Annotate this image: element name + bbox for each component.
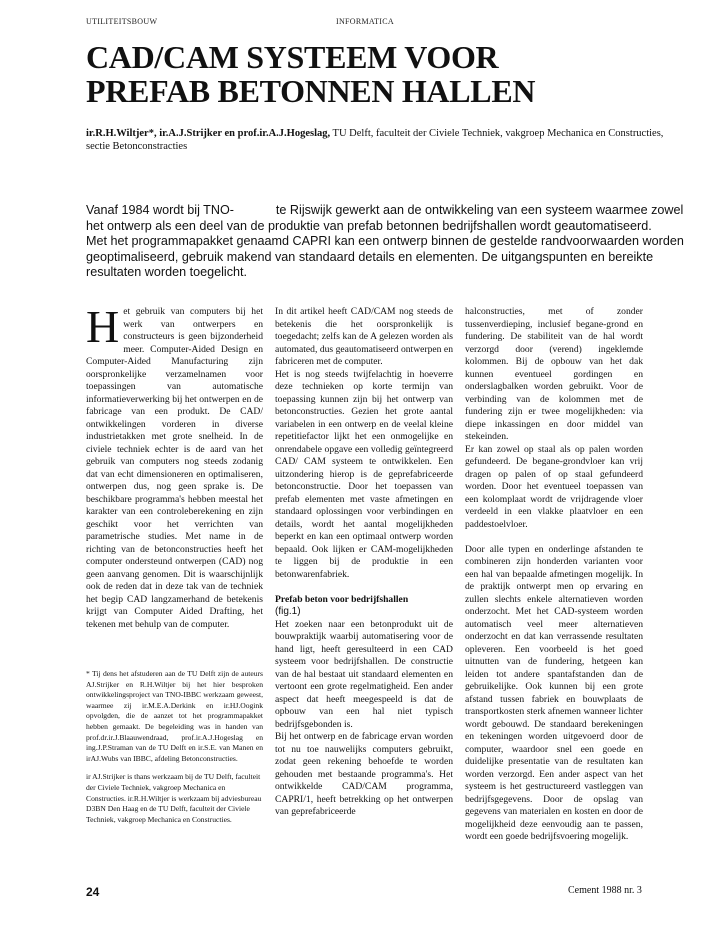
page-number: 24 — [86, 885, 100, 899]
author-names: ir.R.H.Wiltjer*, ir.A.J.Strijker en prof.ir.A.J.Hogeslag, — [86, 128, 331, 139]
drop-cap: H — [86, 301, 120, 352]
body-column-2 — [275, 306, 453, 819]
footnote-2: ir AJ.Strijker is thans werkzaam bij de TU Delft, faculteit der Civiele Techniek, vakgroep Mechanica en Constructies. ir.R.H.Wiltjer is werkzaam bij adviesbureau D3BN Den Haag en de TU Delft, faculteit der Civiele Techniek, vakgroep Mechanica en Constructies. — [86, 772, 262, 824]
col1-paragraph: et gebruik van computers bij het werk van ontwerpers en constructeurs is geen bijzonderheid meer. Computer-Aided Design en Computer-Aided Manufacturing zijn oorspronkelijke verzamelnamen voor toepassingen van automatische informatieverwerking bij het ontwerpen en de fabricage van een produkt. De CAD/ ontwikkelingen vorderen in diverse industrietakken met grote snelheid. In de civiele techniek echter is de aard van het gebruik van computers nog steeds zodanig dat van echt dimensioneren en optimaliseren, ontwerpen dus, nog geen sprake is. De beschikbare programma's hebben meestal het karakter van een controleberekening en zijn geschikt voor het verrichten van parametrische studies. Met name in de richting van de betonconstructies heeft het computer ondersteund ontwerpen (CAD) nog geen aanvang genomen. Dit is waarschijnlijk ook de reden dat in deze tak van de techniek het begip CAD langzamerhand de betekenis krijgt van Computer Aided Drafting, het tekenen met behulp van de computer. — [86, 306, 263, 630]
col3-paragraph-2: Er kan zowel op staal als op palen worden gefundeerd. De begane-grondvloer kan vrij dragen op palen of op staal gefundeerd worden. Door het eventueel toepassen van een kolomplaat wordt de vrijdragende vloer verdeeld in een vlakke plaatvloer en een paddestoelvloer. — [465, 443, 643, 530]
col2-paragraph-4: Bij het ontwerp en de fabricage ervan worden tot nu toe nauwelijks computers gebruikt, zodat geen rekening behoefde te worden gehouden met bestaande programma's. Het ontwikkelde CAD/CAM programma, CAPRI/1, heeft betrekking op het ontwerpen van geprefabriceerde — [275, 731, 453, 817]
title-line-1: CAD/CAM SYSTEEM VOOR — [86, 39, 499, 75]
journal-issue: Cement 1988 nr. 3 — [568, 885, 642, 896]
section-heading: Prefab beton voor bedrijfshallen — [275, 593, 409, 605]
col3-paragraph-1: halconstructies, met of zonder tussenverdieping, inclusief begane-grond en fundering. De stabiliteit van de hal wordt verzorgd door (verend) ingeklemde kolommen. Bij de opbouw van het dak kunnen eventueel gordingen en onderslagbalken worden gebruikt. Voor de verbinding van de kolommen met de fundering zijn er twee mogelijkheden: via diepe inkassingen en door middel van stekeinden. — [465, 306, 643, 442]
running-header-topic: INFORMATICA — [336, 17, 394, 26]
col2-paragraph-1: In dit artikel heeft CAD/CAM nog steeds de betekenis die het oorspronkelijk is toegedacht; zelfs kan de A gelezen worden als automated, dus geautomatiseerd ontwerpen en fabriceren met de computer. — [275, 306, 453, 367]
footnote-1: * Tij dens het afstuderen aan de TU Delft zijn de auteurs AJ.Strijker en R.H.Wiltjer bij het hier besproken ontwikkelingsproject van TNO-IBBC werkzaam geweest, waarmee zij ir.M.E.A.Derkink en ir.HJ.Oogink opvolgden, die de aanzet tot het programmapakket hebben gemaakt. De begeleiding was in handen van prof.dr.ir.J.Blaauwendraad, prof.ir.A.J.Hogeslag en ing.J.P.Straman van de TU Delft en ir.S.E. van Manen en irAJ.Wubs van IBBC, afdeling Betonconstructies. — [86, 669, 263, 763]
col2-paragraph-3: Het zoeken naar een betonprodukt uit de bouwpraktijk waarbij automatisering voor de hand ligt, heeft geresulteerd in een CAD systeem voor bedrijfshallen. De constructie van de hal bestaat uit standaard elementen en vertoont een grote regelmatigheid. Een ander aspect dat heeft meegespeeld is dat de opbouw van een hal niet typisch bedrijfsgebonden is. — [275, 618, 453, 730]
author-byline — [86, 127, 686, 153]
running-header-section: UTILITEITSBOUW — [86, 17, 158, 26]
col3-paragraph-3: Door alle typen en onderlinge afstanden te combineren zijn honderden varianten voor een hal van bepaalde afmetingen mogelijk. In de praktijk ontwerpt men op ervaring en zullen slechts enkele alternatieven worden onderzocht. Met het CAD-systeem worden automatisch veel meer alternatieven onderzocht en dat kan verrassende resultaten opleveren. Een voorbeeld is het goed uitnutten van de fundering, hetgeen kan leiden tot andere spantafstanden dan de gebruikelijke. Ook kunnen bij een grote afstand tussen fabriek en bouwplaats de transportkosten sterk afnemen wanneer lichter wordt gebouwd. De standaard berekeningen en tekeningen worden uitgevoerd door de computer, waardoor snel een goede en duidelijke presentatie van de resultaten kan worden verzorgd. Een ander aspect van het systeem is het gestructureerd vastleggen van bedrijfsgegevens. Door de opslag van gegevens van materialen en kosten en door de mogelijkheid deze eenvoudig aan te passen, wordt een goede bedrijfsvoering mogelijk. — [465, 543, 643, 842]
lead-paragraph — [86, 203, 686, 281]
body-column-1 — [86, 301, 263, 631]
article-title — [86, 40, 686, 108]
lead-sentence-2: Met het programmapakket genaamd CAPRI kan een ontwerp binnen de gestelde randvoorwaarden worden geoptimaliseerd, gebruik makend van standaard details en elementen. De uitgangspunten en bereikte resultaten worden toegelicht. — [86, 234, 684, 279]
author-affiliation: TU Delft, faculteit der Civiele Techniek, vakgroep Mechanica en Constructies, sectie Betonconstracties — [86, 128, 664, 152]
figure-reference: (fig.1) — [275, 606, 301, 617]
footnotes — [86, 669, 263, 833]
title-line-2: PREFAB BETONNEN HALLEN — [86, 73, 536, 109]
lead-sentence-1: Vanaf 1984 wordt bij TNO- te Rijswijk gewerkt aan de ontwikkeling van een systeem waarmee zowel het ontwerp als een deel van de produktie van prefab betonnen bedrijfshallen wordt geautomatiseerd. — [86, 203, 687, 233]
col2-paragraph-2: Het is nog steeds twijfelachtig in hoeverre deze technieken op korte termijn van toepassing kunnen zijn bij het ontwerp van betonconstructies. Gezien het grote aantal variabelen in een ontwerp en de veelal kleine repetitiefactor lijkt het een onmogelijke en onrendabele opgave een volledig geïntegreerd CAD/ CAM systeem te ontwikkelen. Een uitzondering hierop is de geprefabriceerde betonconstructie. Door het toepassen van prefab elementen met vaste afmetingen en standaard oplossingen voor verbindingen en details, wordt het aantal mogelijkheden beperkt en kan een optimaal ontwerp worden bepaald. Ook lijken er CAM-mogelijkheden te liggen bij de produktie in een betonwarenfabriek. — [275, 368, 453, 580]
body-column-3 — [465, 306, 643, 844]
